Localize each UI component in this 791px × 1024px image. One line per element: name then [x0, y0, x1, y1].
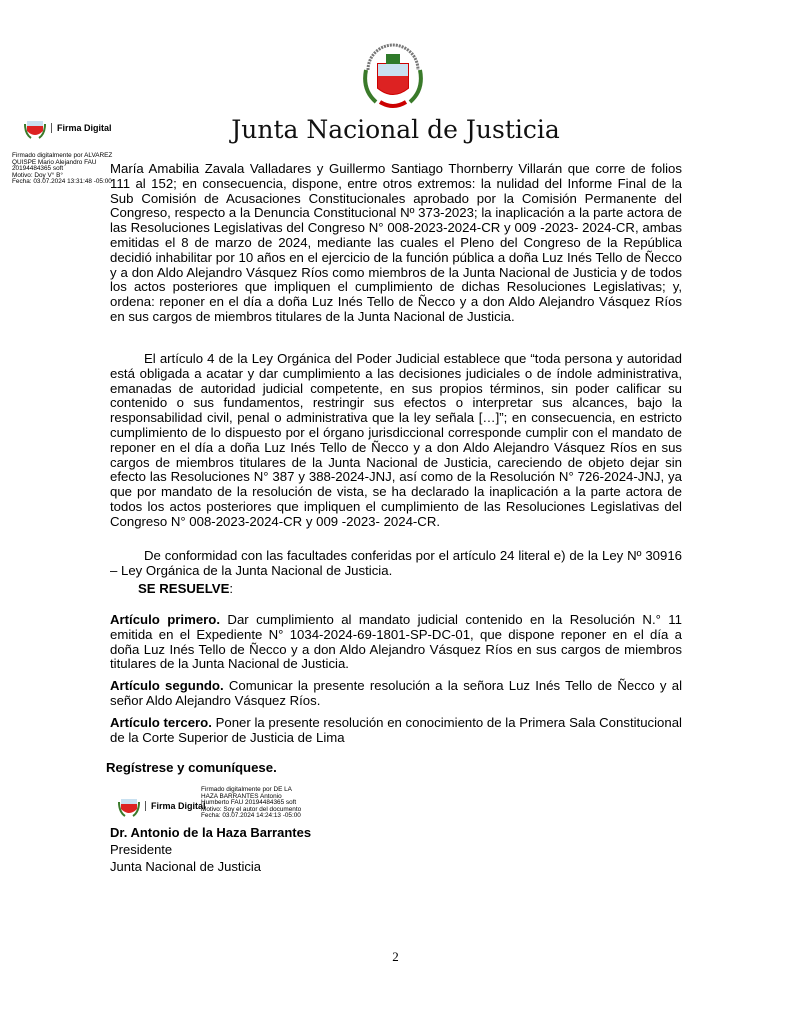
- resolution-heading: [138, 582, 438, 597]
- seal-icon: [118, 794, 140, 818]
- sig-line: Humberto FAU 20194484365 soft: [201, 799, 297, 807]
- closing-formula: Regístrese y comuníquese.: [106, 760, 277, 775]
- colon: :: [229, 581, 234, 596]
- article-1: [110, 613, 682, 672]
- signer-role: Presidente: [110, 842, 173, 857]
- signer-name: Dr. Antonio de la Haza Barrantes: [110, 825, 312, 840]
- firma-digital-label: Firma Digital: [145, 801, 206, 811]
- signer-organization: Junta Nacional de Justicia: [110, 859, 262, 874]
- sig-line: QUISPE Mario Alejandro FAU: [12, 158, 97, 166]
- signature-details-bottom: [201, 787, 341, 820]
- signer-block: [110, 824, 311, 875]
- article-2-title: Artículo segundo.: [110, 678, 224, 693]
- article-2: [110, 679, 682, 709]
- page-number: 2: [392, 949, 399, 964]
- paragraph-2: El artículo 4 de la Ley Orgánica del Poder Judicial establece que “toda persona y autoridad está obligada a acatar y dar cumplimiento a las decisiones judiciales o de índole administrativa, emanadas de autoridad judicial competente, en sus propios términos, sin poder calificar su contenido o sus fundamentos, restringir sus efectos o interpretar sus alcances, bajo la responsabilidad civil, penal o administrativa que la ley señala […]”; en consecuencia, en estricto cumplimiento de lo dispuesto por el órgano jurisdiccional corresponde cumplir con el mandato de reponer en el día a doña Luz Inés Tello de Ñecco y a don Aldo Alejandro Vásquez Ríos en sus cargos de miembros titulares de la Junta Nacional de Justicia, careciendo de objeto dejar sin efecto las Resoluciones N° 387 y 388-2024-JNJ, así como de la Resolución N° 726-2024-JNJ, ya que por mandato de la resolución de vista, se ha declarado la inaplicación a la parte actora de todos los actos posteriores que impliquen el cumplimiento de las Resoluciones Legislativas del Congreso N° 008-2023-2024-CR y 009 -2023- 2024-CR.: [110, 351, 682, 529]
- sig-line: 20194484365 soft: [12, 165, 64, 173]
- sig-line: Firmado digitalmente por DE LA: [201, 786, 292, 793]
- article-3: [110, 716, 682, 746]
- digital-signature-badge-top[interactable]: [24, 116, 112, 140]
- article-1-text: Dar cumplimiento al mandato judicial contenido en la Resolución N.° 11 emitida en el Expediente N° 1034-2024-69-1801-SP-DC-01, que dispone reponer en el día a doña Luz Inés Tello de Ñecco y a don Aldo Alejandro Vásquez Ríos en sus cargos de miembros titulares de la Junta Nacional de Justicia.: [110, 612, 682, 672]
- institution-title: Junta Nacional de Justicia: [231, 115, 560, 144]
- digital-signature-badge-bottom[interactable]: [118, 794, 206, 818]
- article-3-text: Poner la presente resolución en conocimiento de la Primera Sala Constitucional de la Corte Superior de Justicia de Lima: [110, 715, 682, 745]
- article-3-title: Artículo tercero.: [110, 715, 212, 730]
- article-2-text: Comunicar la presente resolución a la señora Luz Inés Tello de Ñecco y al señor Aldo Alejandro Vásquez Ríos.: [110, 678, 683, 708]
- sig-line: HAZA BARRANTES Antonio: [201, 792, 282, 800]
- se-resuelve: SE RESUELVE: [138, 581, 230, 596]
- paragraph-3: De conformidad con las facultades conferidas por el artículo 24 literal e) de la Ley Nº 30916 – Ley Orgánica de la Junta Nacional de Justicia.: [110, 548, 682, 578]
- paragraph-1: María Amabilia Zavala Valladares y Guillermo Santiago Thornberry Villarán que corre de folios 111 al 152; en consecuencia, dispone, entre otros extremos: la nulidad del Informe Final de la Sub Comisión de Acusaciones Constitucionales aprobado por la Comisión Permanente del Congreso, respecto a la Denuncia Constitucional Nº 373-2023; la inaplicación a la parte actora de las Resoluciones Legislativas del Congreso N° 008-2023-2024-CR y 009 -2023- 2024-CR, ambas emitidas el 8 de marzo de 2024, mediante las cuales el Pleno del Congreso de la República decidió inhabilitar por 10 años en el ejercicio de la función pública a doña Luz Inés Tello de Ñecco y a don Aldo Alejandro Vásquez Ríos como miembros de la Junta Nacional de Justicia y de todos los actos posteriores que impliquen el cumplimiento de dichas Resoluciones Legislativas; y, ordena: reponer en el día a doña Luz Inés Tello de Ñecco y a don Aldo Alejandro Vásquez Ríos en sus cargos de miembros titulares de la Junta Nacional de Justicia.: [110, 161, 682, 324]
- article-1-title: Artículo primero.: [110, 612, 221, 627]
- sig-line: Firmado digitalmente por ALVAREZ: [12, 152, 113, 159]
- sig-line: Fecha: 03.07.2024 13:31:48 -05:00: [12, 178, 112, 186]
- signature-details-top: [12, 153, 122, 186]
- seal-icon: [24, 116, 46, 140]
- coat-of-arms-icon: [362, 40, 424, 112]
- sig-line: Fecha: 03.07.2024 14:24:13 -05:00: [201, 812, 301, 820]
- sig-line: Motivo: Doy V° B°: [12, 171, 63, 179]
- firma-digital-label: Firma Digital: [51, 123, 112, 133]
- sig-line: Motivo: Soy el autor del documento: [201, 805, 302, 813]
